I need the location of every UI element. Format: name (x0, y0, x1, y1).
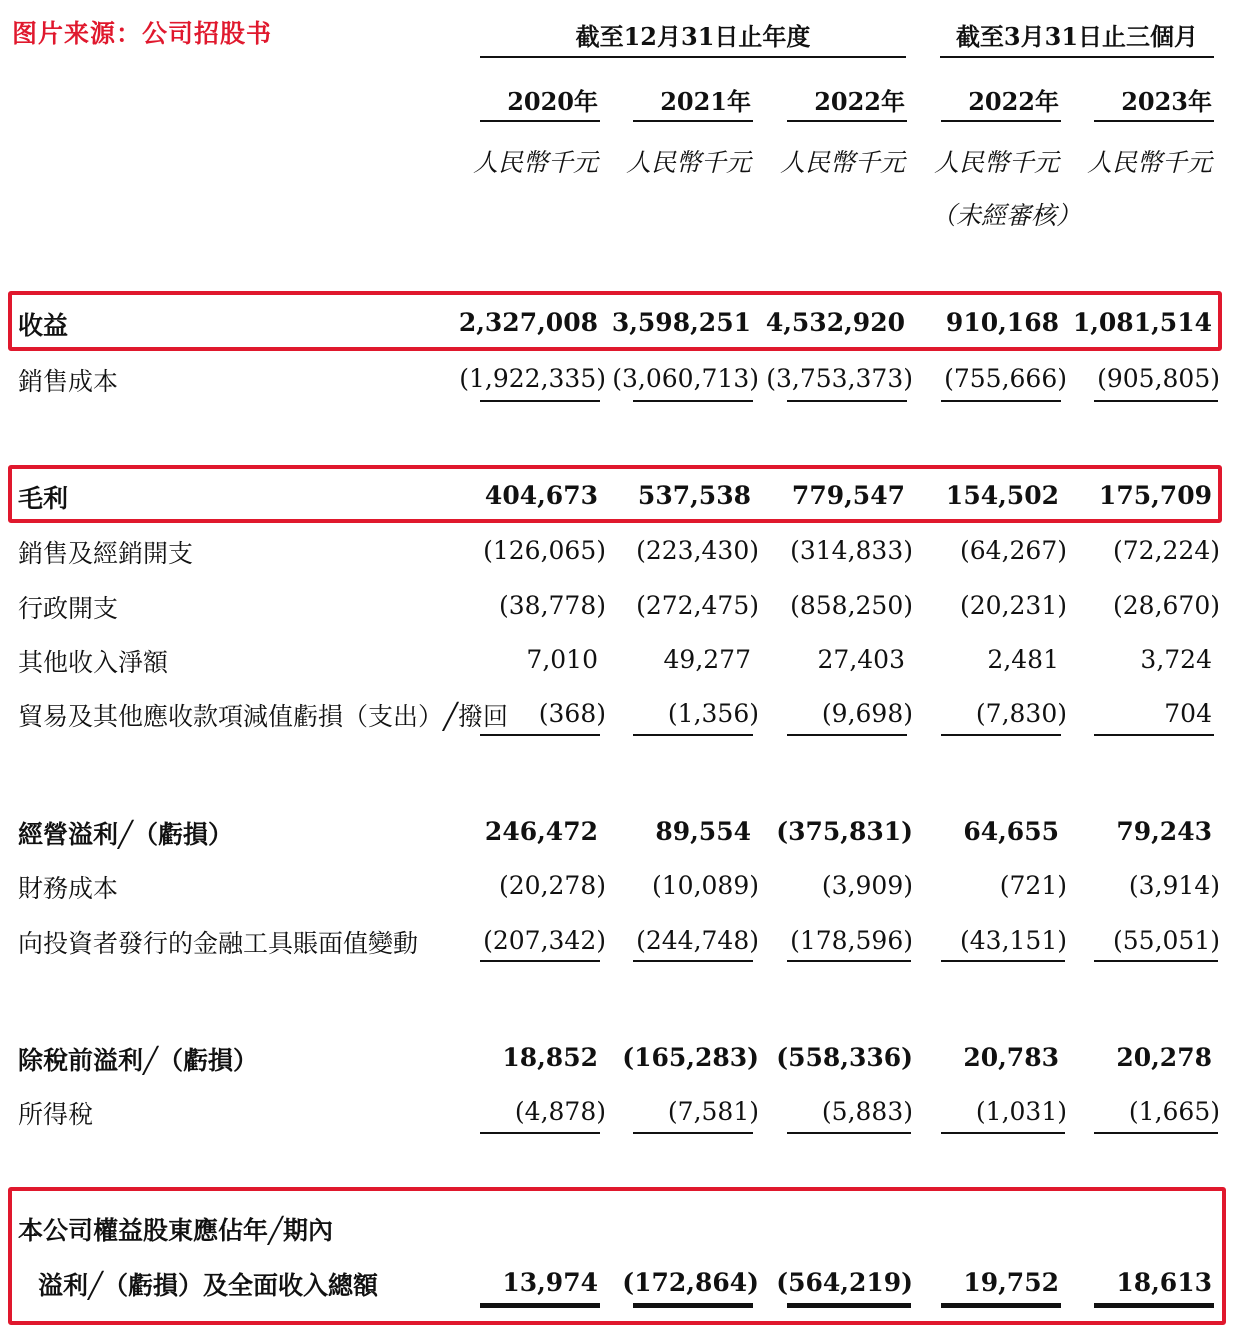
row-label-total-line1: 本公司權益股東應佔年╱期內 (18, 1216, 334, 1245)
total-double-rule (633, 1303, 753, 1308)
subtotal-rule (633, 400, 753, 402)
unit-label: 人民幣千元 (1086, 148, 1212, 177)
subtotal-rule (787, 400, 907, 402)
cell-operating-profit: (375,831) (776, 817, 913, 846)
cell-operating-profit: 89,554 (655, 817, 751, 846)
cell-impairment: (1,356) (667, 699, 759, 728)
cell-finance-cost: (3,914) (1128, 871, 1220, 900)
cell-finance-cost: (721) (999, 871, 1067, 900)
cell-total-income: (172,864) (622, 1268, 759, 1297)
subtotal-rule (1094, 734, 1214, 736)
cell-total-income: 18,613 (1116, 1268, 1212, 1297)
year-rule (787, 120, 907, 122)
year-rule (941, 120, 1061, 122)
source-label: 图片来源：公司招股书 (12, 19, 273, 48)
cell-admin-expenses: (38,778) (499, 591, 606, 620)
subtotal-rule (480, 400, 600, 402)
subtotal-rule (633, 734, 753, 736)
unit-label: 人民幣千元 (933, 148, 1059, 177)
cell-other-income: 27,403 (817, 645, 905, 674)
group-header-rule (480, 56, 906, 58)
cell-operating-profit: 246,472 (484, 817, 598, 846)
row-label-admin-expenses: 行政開支 (18, 594, 119, 623)
subtotal-rule (941, 400, 1061, 402)
cell-fv-change: (55,051) (1113, 926, 1220, 955)
cell-revenue-2020: 2,327,008 (458, 308, 598, 337)
cell-admin-expenses: (28,670) (1113, 591, 1220, 620)
cell-selling-expenses: (126,065) (483, 536, 606, 565)
total-double-rule (480, 1303, 600, 1308)
cell-other-income: 49,277 (663, 645, 751, 674)
subtotal-rule (787, 1132, 911, 1134)
row-label-income-tax: 所得稅 (18, 1100, 94, 1129)
cell-total-income: (564,219) (776, 1268, 913, 1297)
total-double-rule (941, 1303, 1061, 1308)
year-header: 2023年 (1121, 87, 1212, 116)
row-label-operating-profit: 經營溢利╱（虧損） (18, 820, 234, 849)
cell-income-tax: (1,031) (975, 1097, 1067, 1126)
cell-fv-change: (178,596) (790, 926, 913, 955)
unit-label: 人民幣千元 (779, 148, 905, 177)
cell-admin-expenses: (272,475) (636, 591, 759, 620)
group-header-rule (940, 56, 1214, 58)
row-label-finance-cost: 財務成本 (18, 874, 119, 903)
subtotal-rule (633, 960, 753, 962)
row-label-pretax-profit: 除稅前溢利╱（虧損） (18, 1046, 259, 1075)
cell-revenue-q1-2022: 910,168 (945, 308, 1059, 337)
row-label-selling-expenses: 銷售及經銷開支 (18, 539, 194, 568)
cell-impairment: (9,698) (821, 699, 913, 728)
cell-revenue-2022: 4,532,920 (765, 308, 905, 337)
year-header: 2022年 (968, 87, 1059, 116)
cell-finance-cost: (10,089) (652, 871, 759, 900)
cell-cost-of-sales: (1,922,335) (459, 364, 606, 393)
cell-cost-of-sales: (755,666) (944, 364, 1067, 393)
cell-impairment: (368) (538, 699, 606, 728)
cell-revenue-q1-2023: 1,081,514 (1072, 308, 1212, 337)
cell-pretax-profit: 20,278 (1116, 1043, 1212, 1072)
cell-selling-expenses: (223,430) (636, 536, 759, 565)
cell-impairment: (7,830) (975, 699, 1067, 728)
cell-income-tax: (7,581) (667, 1097, 759, 1126)
row-label-impairment: 貿易及其他應收款項減值虧損（支出）╱撥回 (18, 702, 509, 731)
cell-other-income: 3,724 (1140, 645, 1212, 674)
cell-gross-profit: 175,709 (1098, 481, 1212, 510)
year-header: 2021年 (660, 87, 751, 116)
cell-income-tax: (1,665) (1128, 1097, 1220, 1126)
cell-income-tax: (5,883) (821, 1097, 913, 1126)
subtotal-rule (941, 1132, 1065, 1134)
subtotal-rule (480, 734, 600, 736)
year-rule (480, 120, 600, 122)
unit-label: 人民幣千元 (472, 148, 598, 177)
unit-label: 人民幣千元 (625, 148, 751, 177)
cell-pretax-profit: 20,783 (963, 1043, 1059, 1072)
cell-finance-cost: (3,909) (821, 871, 913, 900)
subtotal-rule (1094, 960, 1218, 962)
cell-selling-expenses: (72,224) (1113, 536, 1220, 565)
cell-impairment: 704 (1164, 699, 1212, 728)
row-label-revenue: 收益 (18, 311, 69, 340)
cell-revenue-2021: 3,598,251 (611, 308, 751, 337)
cell-finance-cost: (20,278) (499, 871, 606, 900)
year-header: 2022年 (814, 87, 905, 116)
row-label-total-line2: 溢利╱（虧損）及全面收入總額 (38, 1271, 379, 1300)
cell-pretax-profit: (165,283) (622, 1043, 759, 1072)
subtotal-rule (787, 734, 907, 736)
cell-gross-profit: 779,547 (791, 481, 905, 510)
subtotal-rule (787, 960, 911, 962)
cell-selling-expenses: (314,833) (790, 536, 913, 565)
row-label-other-income: 其他收入淨額 (18, 648, 169, 677)
subtotal-rule (941, 734, 1061, 736)
cell-pretax-profit: 18,852 (502, 1043, 598, 1072)
cell-admin-expenses: (858,250) (790, 591, 913, 620)
cell-fv-change: (244,748) (636, 926, 759, 955)
row-label-fv-change: 向投資者發行的金融工具賬面值變動 (18, 929, 419, 958)
cell-pretax-profit: (558,336) (776, 1043, 913, 1072)
group-header-three-months: 截至3月31日止三個月 (955, 22, 1199, 51)
subtotal-rule (480, 960, 600, 962)
cell-total-income: 19,752 (963, 1268, 1059, 1297)
cell-other-income: 2,481 (987, 645, 1059, 674)
total-double-rule (787, 1303, 911, 1308)
cell-gross-profit: 154,502 (945, 481, 1059, 510)
unaudited-note: （未經審核） (931, 201, 1082, 230)
row-label-gross-profit: 毛利 (18, 484, 69, 513)
year-rule (1094, 120, 1214, 122)
subtotal-rule (633, 1132, 753, 1134)
cell-cost-of-sales: (3,060,713) (612, 364, 759, 393)
cell-gross-profit: 404,673 (484, 481, 598, 510)
cell-income-tax: (4,878) (514, 1097, 606, 1126)
subtotal-rule (1094, 1132, 1218, 1134)
cell-other-income: 7,010 (526, 645, 598, 674)
year-header: 2020年 (507, 87, 598, 116)
year-rule (633, 120, 753, 122)
cell-total-income: 13,974 (502, 1268, 598, 1297)
cell-operating-profit: 79,243 (1116, 817, 1212, 846)
subtotal-rule (941, 960, 1065, 962)
cell-cost-of-sales: (3,753,373) (766, 364, 913, 393)
subtotal-rule (1094, 400, 1218, 402)
cell-gross-profit: 537,538 (637, 481, 751, 510)
group-header-fiscal-year: 截至12月31日止年度 (575, 22, 811, 51)
cell-fv-change: (43,151) (960, 926, 1067, 955)
cell-operating-profit: 64,655 (963, 817, 1059, 846)
cell-cost-of-sales: (905,805) (1097, 364, 1220, 393)
cell-admin-expenses: (20,231) (960, 591, 1067, 620)
total-double-rule (1094, 1303, 1214, 1308)
cell-fv-change: (207,342) (483, 926, 606, 955)
cell-selling-expenses: (64,267) (960, 536, 1067, 565)
row-label-cost-of-sales: 銷售成本 (18, 367, 119, 396)
subtotal-rule (480, 1132, 600, 1134)
